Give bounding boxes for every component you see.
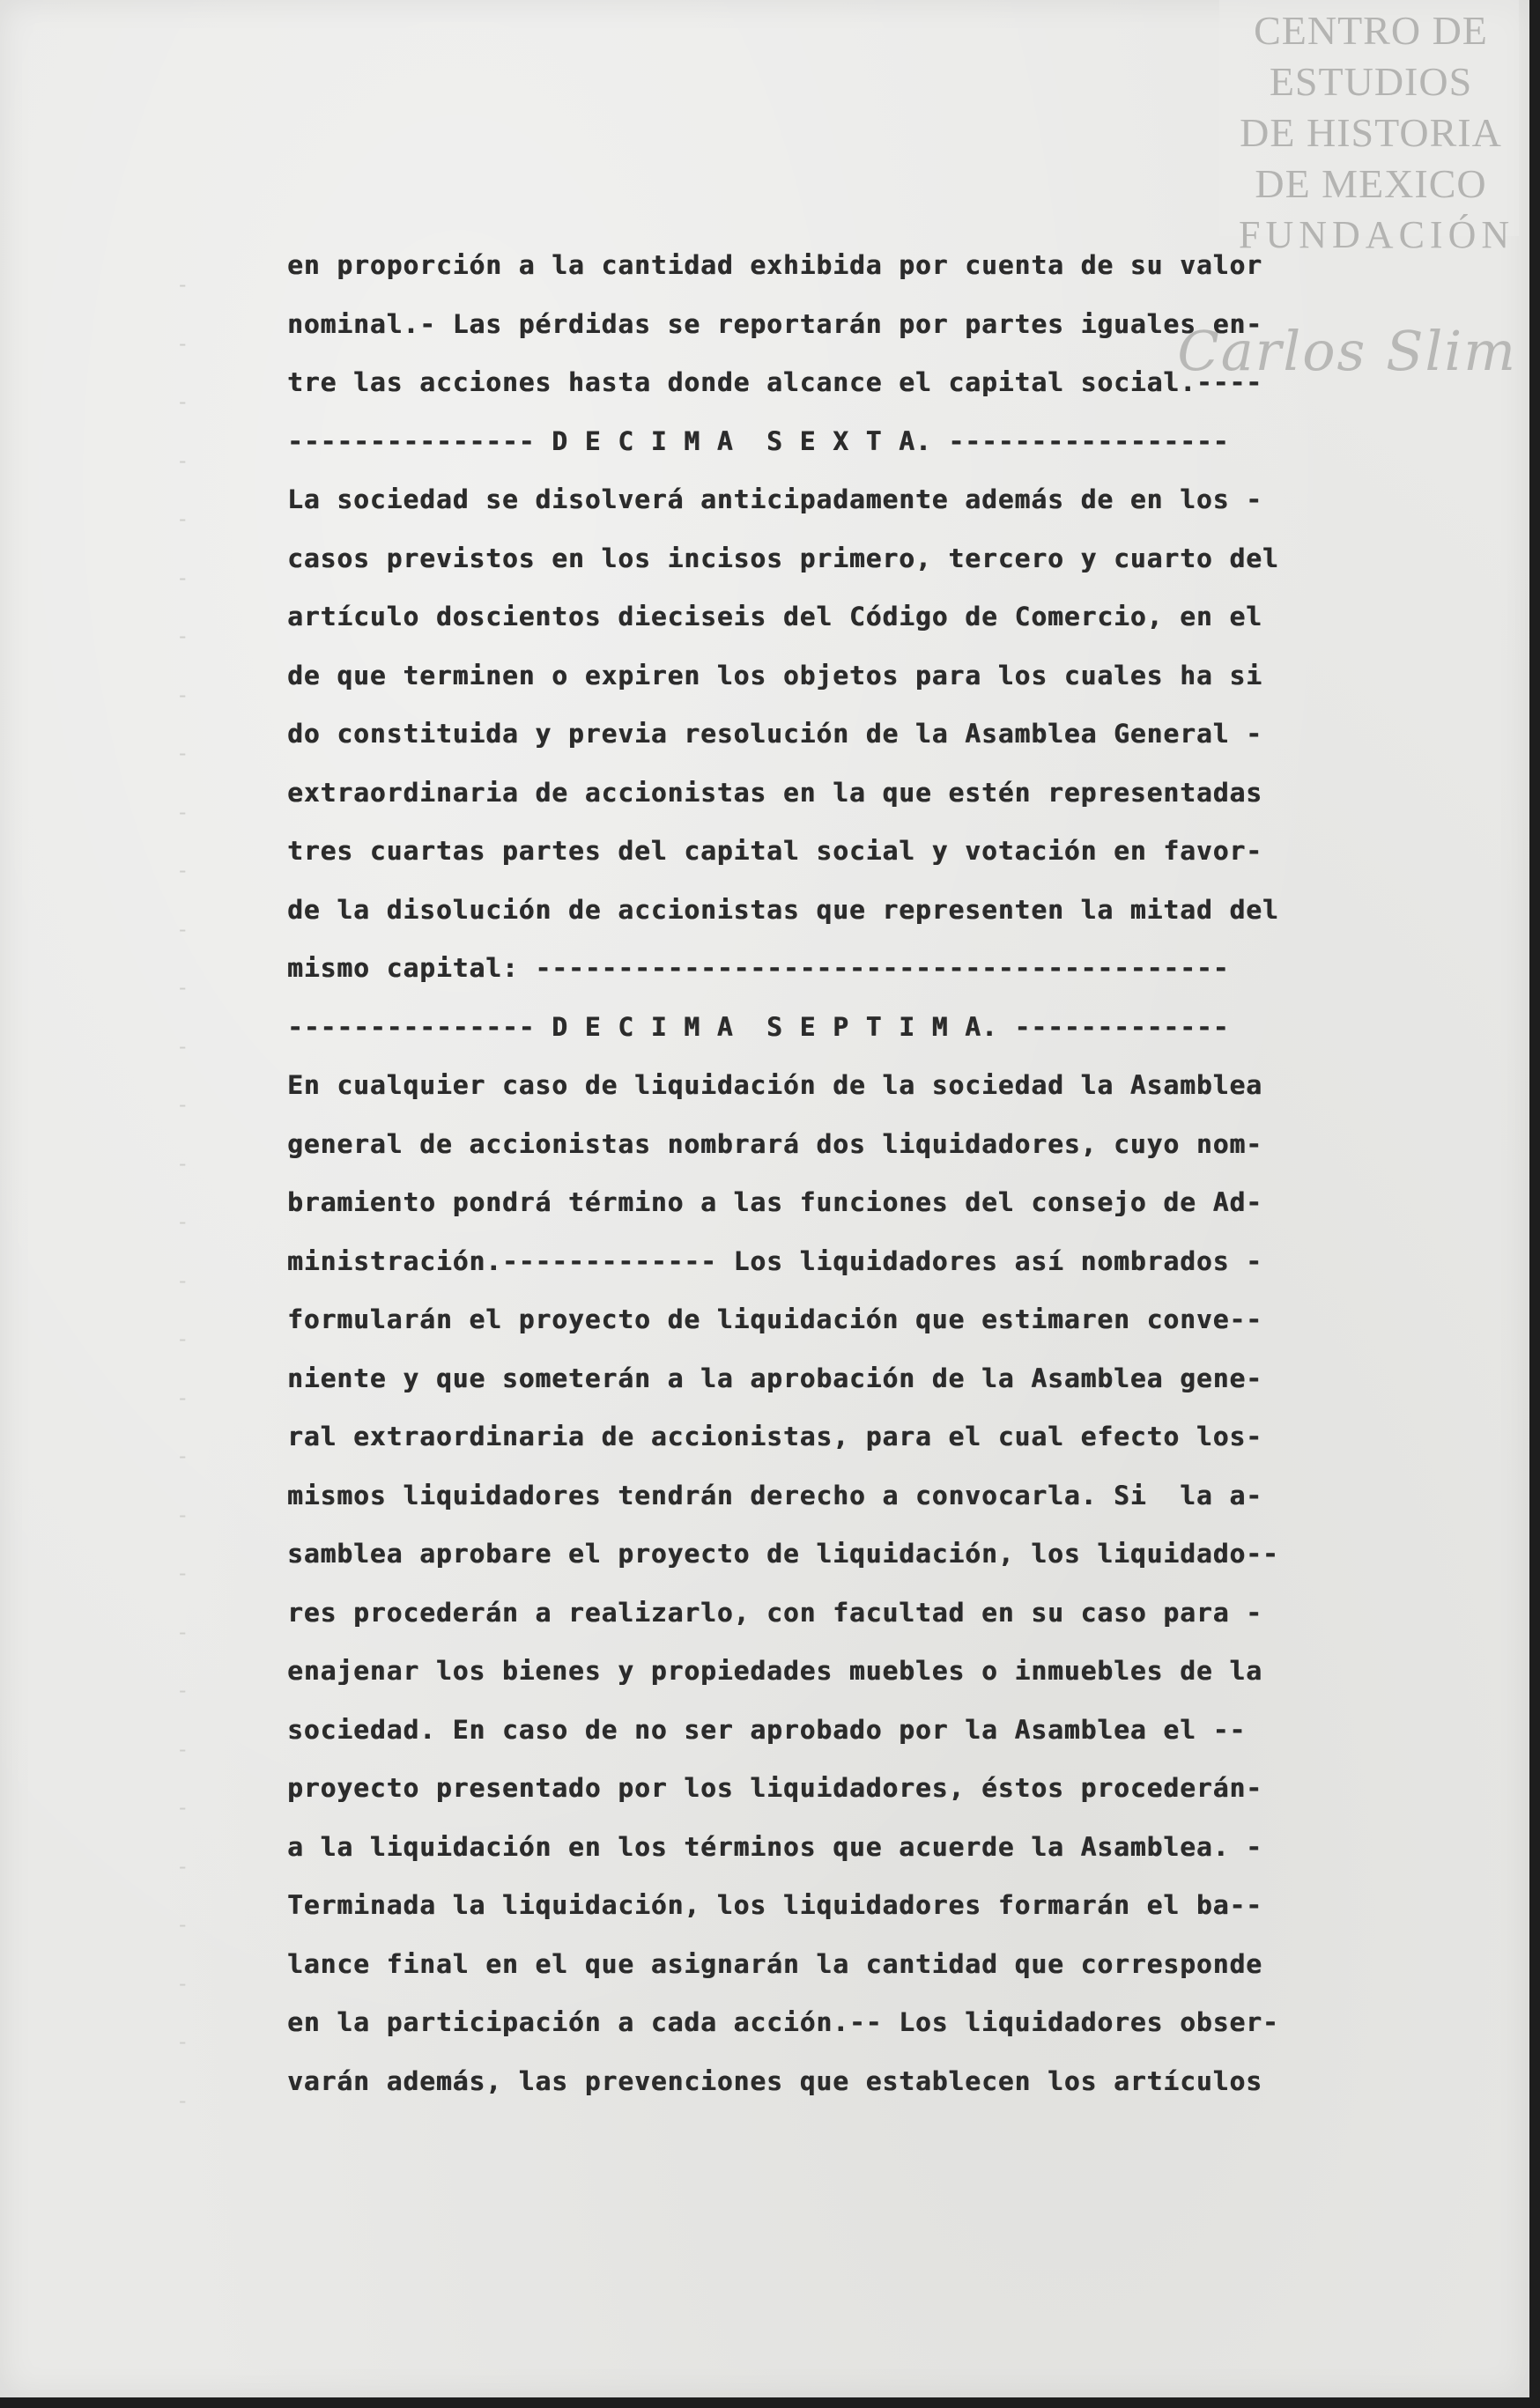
section-heading-decima-septima: --------------- D E C I M A S E P T I M A. ------------- xyxy=(287,1011,1230,1042)
text-line: bramiento pondrá término a las funciones del consejo de Ad- xyxy=(287,1187,1262,1217)
text-line: sociedad. En caso de no ser aprobado por la Asamblea el -- xyxy=(287,1714,1247,1745)
text-line: ral extraordinaria de accionistas, para el cual efecto los- xyxy=(287,1422,1262,1451)
stamp-signature: Carlos Slim xyxy=(1177,319,1517,383)
margin-bleed-marks: - - - - - - - - - - - - - - - - - - - - - - - - - - - - - - - - xyxy=(176,272,189,2113)
text-line: lance final en el que asignarán la cantidad que corresponde xyxy=(287,1948,1262,1979)
stamp-fundacion: FUNDACIÓN xyxy=(1239,213,1515,256)
typed-text-block xyxy=(287,236,1388,2110)
stamp-line: ESTUDIOS xyxy=(1269,59,1473,104)
text-line: de que terminen o expiren los objetos para los cuales ha si xyxy=(287,660,1262,691)
text-line: mismos liquidadores tendrán derecho a convocarla. Si la a- xyxy=(287,1480,1262,1511)
text-line: nominal.- Las pérdidas se reportarán por partes iguales en- xyxy=(287,308,1262,339)
text-line: tre las acciones hasta donde alcance el capital social.---- xyxy=(287,367,1262,397)
text-line: res procederán a realizarlo, con facultad en su caso para - xyxy=(287,1597,1262,1628)
text-line: niente y que someterán a la aprobación de la Asamblea gene- xyxy=(287,1363,1262,1393)
text-line: en proporción a la cantidad exhibida por cuenta de su valor xyxy=(287,250,1262,280)
text-line: tres cuartas partes del capital social y votación en favor- xyxy=(287,836,1262,866)
scan-edge-bottom xyxy=(0,2397,1540,2408)
text-line: samblea aprobare el proyecto de liquidación, los liquidado-- xyxy=(287,1539,1279,1569)
scan-edge-right xyxy=(1529,0,1540,2408)
text-line: en la participación a cada acción.-- Los liquidadores obser- xyxy=(287,2007,1279,2037)
text-line: a la liquidación en los términos que acuerde la Asamblea. - xyxy=(287,1831,1262,1862)
text-line: Terminada la liquidación, los liquidadores formarán el ba-- xyxy=(287,1890,1262,1920)
text-line: proyecto presentado por los liquidadores, éstos procederán- xyxy=(287,1773,1262,1803)
stamp-line: CENTRO DE xyxy=(1254,8,1488,53)
text-line: En cualquier caso de liquidación de la sociedad la Asamblea xyxy=(287,1070,1262,1100)
text-line: de la disolución de accionistas que representen la mitad del xyxy=(287,894,1279,925)
text-line: mismo capital: ------------------------------------------ xyxy=(287,953,1230,983)
text-line: formularán el proyecto de liquidación que estimaren conve-- xyxy=(287,1304,1262,1334)
stamp-line: DE MEXICO xyxy=(1255,161,1487,206)
text-line: do constituida y previa resolución de la Asamblea General - xyxy=(287,719,1262,749)
section-heading-decima-sexta: --------------- D E C I M A S E X T A. ----------------- xyxy=(287,425,1230,456)
stamp-line: DE HISTORIA xyxy=(1240,110,1502,155)
text-line: artículo doscientos dieciseis del Código de Comercio, en el xyxy=(287,602,1262,632)
text-line: general de accionistas nombrará dos liquidadores, cuyo nom- xyxy=(287,1128,1262,1159)
text-line: enajenar los bienes y propiedades muebles o inmuebles de la xyxy=(287,1656,1262,1686)
text-line: casos previstos en los incisos primero, tercero y cuarto del xyxy=(287,543,1279,573)
archive-stamp xyxy=(1239,5,1515,261)
text-line: extraordinaria de accionistas en la que estén representadas xyxy=(287,777,1262,808)
text-line: La sociedad se disolverá anticipadamente además de en los - xyxy=(287,484,1262,514)
text-line: ministración.------------- Los liquidadores así nombrados - xyxy=(287,1245,1262,1276)
text-line: varán además, las prevenciones que establecen los artículos xyxy=(287,2065,1262,2096)
